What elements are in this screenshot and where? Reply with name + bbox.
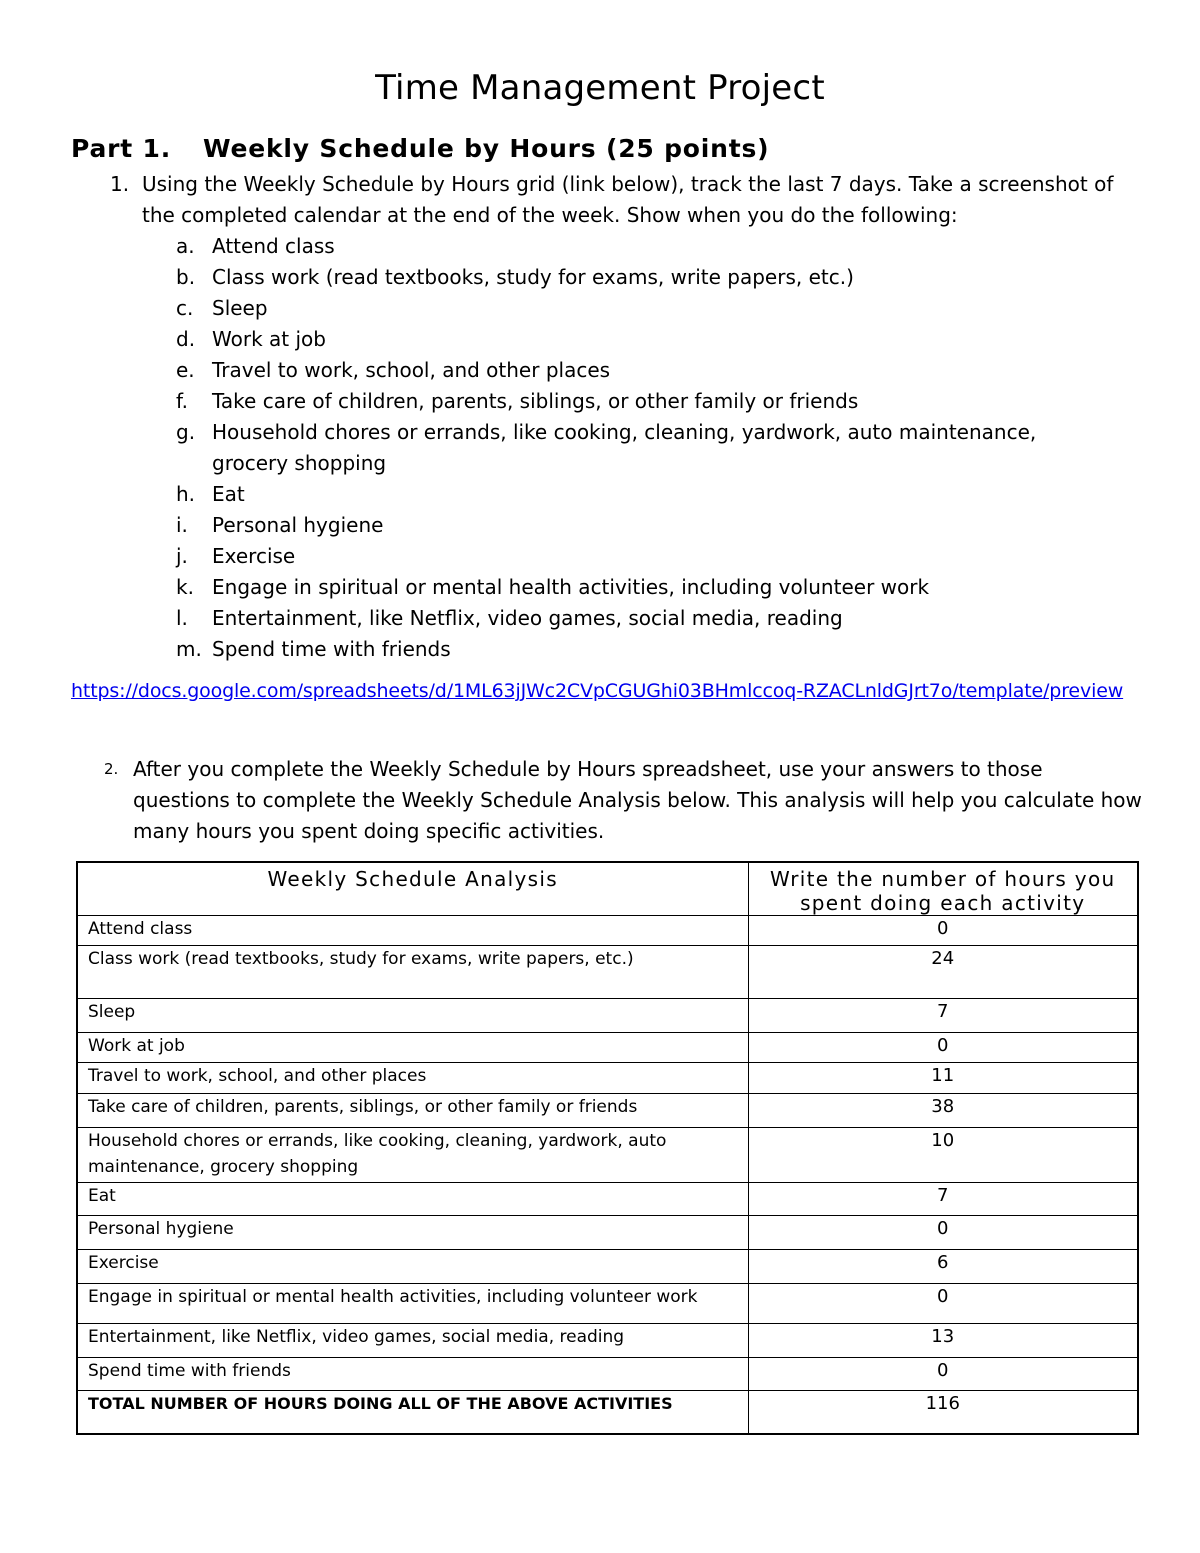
table-row [77, 1063, 1138, 1094]
hours-cell[interactable]: 0 [748, 1033, 1138, 1063]
table-row [77, 1094, 1138, 1128]
list-item-letter: f. [176, 389, 188, 413]
table-row [77, 999, 1138, 1033]
question-2-marker: 2. [104, 760, 119, 778]
list-item [176, 293, 1096, 324]
activity-cell: Travel to work, school, and other places [77, 1063, 748, 1094]
list-item-letter: i. [176, 513, 188, 537]
list-item-letter: l. [176, 606, 188, 630]
total-hours-cell[interactable]: 116 [748, 1391, 1138, 1434]
list-item-letter: h. [176, 482, 196, 506]
list-item [176, 355, 1096, 386]
hours-cell[interactable]: 0 [748, 1216, 1138, 1250]
activity-cell: Class work (read textbooks, study for exams, write papers, etc.) [77, 946, 748, 999]
list-item-text: Eat [212, 482, 245, 506]
weekly-schedule-analysis-table [76, 861, 1139, 1435]
table-row [77, 1250, 1138, 1284]
activity-cell: Eat [77, 1183, 748, 1216]
list-item-text: Attend class [212, 234, 335, 258]
spreadsheet-template-link[interactable]: https://docs.google.com/spreadsheets/d/1ML63jJWc2CVpCGUGhi03BHmlccoq-RZACLnldGJrt7o/template/preview [71, 680, 1124, 702]
activity-cell: Exercise [77, 1250, 748, 1284]
table-row [77, 1358, 1138, 1391]
list-item-letter: a. [176, 234, 195, 258]
list-item-letter: c. [176, 296, 194, 320]
list-item-text: Travel to work, school, and other places [212, 358, 611, 382]
list-item [176, 417, 1096, 479]
list-item-text: Engage in spiritual or mental health activities, including volunteer work [212, 575, 930, 599]
table-row [77, 1033, 1138, 1063]
activity-cell: Work at job [77, 1033, 748, 1063]
column-header-hours: Write the number of hours you spent doing each activity [748, 862, 1138, 916]
list-item-text: Exercise [212, 544, 296, 568]
list-item-text: Personal hygiene [212, 513, 384, 537]
list-item [176, 231, 1096, 262]
question-1 [100, 169, 1130, 231]
page-title: Time Management Project [375, 68, 825, 108]
question-1-text: Using the Weekly Schedule by Hours grid (link below), track the last 7 days. Take a screenshot of the completed calendar at the end of the week. Show when you do the following: [142, 172, 1114, 227]
activity-list [176, 231, 1096, 665]
activity-cell: Entertainment, like Netflix, video games, social media, reading [77, 1324, 748, 1358]
list-item [176, 634, 1096, 665]
total-label-cell: TOTAL NUMBER OF HOURS DOING ALL OF THE ABOVE ACTIVITIES [77, 1391, 748, 1434]
activity-cell: Personal hygiene [77, 1216, 748, 1250]
list-item [176, 541, 1096, 572]
list-item-text: Work at job [212, 327, 326, 351]
list-item-letter: d. [176, 327, 196, 351]
activity-cell: Engage in spiritual or mental health activities, including volunteer work [77, 1284, 748, 1324]
activity-cell: Take care of children, parents, siblings, or other family or friends [77, 1094, 748, 1128]
table-row [77, 1216, 1138, 1250]
column-header-activity: Weekly Schedule Analysis [77, 862, 748, 916]
list-item [176, 603, 1096, 634]
list-item-letter: m. [176, 637, 202, 661]
list-item [176, 479, 1096, 510]
hours-cell[interactable]: 7 [748, 999, 1138, 1033]
activity-cell: Attend class [77, 916, 748, 946]
list-item-letter: k. [176, 575, 194, 599]
list-item [176, 386, 1096, 417]
hours-cell[interactable]: 13 [748, 1324, 1138, 1358]
list-item-text: Household chores or errands, like cooking, cleaning, yardwork, auto maintenance, grocery shopping [212, 420, 1037, 475]
table-row [77, 946, 1138, 999]
list-item-letter: g. [176, 420, 196, 444]
list-item [176, 324, 1096, 355]
list-item-letter: j. [176, 544, 188, 568]
list-item [176, 510, 1096, 541]
part-heading [71, 134, 769, 163]
question-2-text: After you complete the Weekly Schedule by Hours spreadsheet, use your answers to those questions to complete the Weekly Schedule Analysis below. This analysis will help you calculate how many hours you spent doing specific activities. [133, 757, 1142, 843]
list-item-text: Class work (read textbooks, study for exams, write papers, etc.) [212, 265, 854, 289]
table-row [77, 916, 1138, 946]
list-item-text: Entertainment, like Netflix, video games, social media, reading [212, 606, 843, 630]
table-row [77, 1128, 1138, 1183]
list-item [176, 572, 1096, 603]
table-row [77, 1324, 1138, 1358]
list-item-letter: b. [176, 265, 196, 289]
hours-cell[interactable]: 0 [748, 1358, 1138, 1391]
table-header-row [77, 862, 1138, 916]
activity-cell: Household chores or errands, like cooking, cleaning, yardwork, auto maintenance, grocery shopping [77, 1128, 748, 1183]
list-item-text: Spend time with friends [212, 637, 451, 661]
hours-cell[interactable]: 24 [748, 946, 1138, 999]
hours-cell[interactable]: 6 [748, 1250, 1138, 1284]
table-row [77, 1183, 1138, 1216]
question-1-marker: 1. [110, 172, 130, 196]
hours-cell[interactable]: 38 [748, 1094, 1138, 1128]
table-row [77, 1284, 1138, 1324]
part-number: Part 1. [71, 134, 171, 163]
hours-cell[interactable]: 0 [748, 1284, 1138, 1324]
hours-cell[interactable]: 7 [748, 1183, 1138, 1216]
question-2 [104, 754, 1144, 847]
activity-cell: Sleep [77, 999, 748, 1033]
activity-cell: Spend time with friends [77, 1358, 748, 1391]
hours-cell[interactable]: 10 [748, 1128, 1138, 1183]
hours-cell[interactable]: 0 [748, 916, 1138, 946]
table-total-row [77, 1391, 1138, 1434]
hours-cell[interactable]: 11 [748, 1063, 1138, 1094]
part-title: Weekly Schedule by Hours (25 points) [203, 134, 770, 163]
list-item-text: Take care of children, parents, siblings, or other family or friends [212, 389, 859, 413]
list-item [176, 262, 1096, 293]
list-item-text: Sleep [212, 296, 268, 320]
list-item-letter: e. [176, 358, 195, 382]
